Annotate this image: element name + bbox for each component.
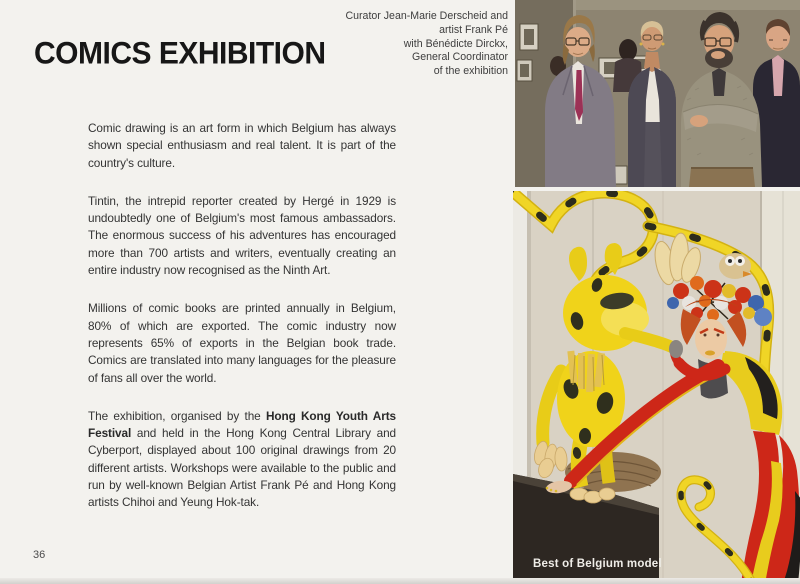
scan-bottom-edge <box>0 578 800 584</box>
marsupilami-model-photo <box>513 191 800 584</box>
exhibition-group-photo <box>515 0 800 187</box>
top-photo-caption-line: of the exhibition <box>433 65 508 78</box>
group-photo-illustration <box>515 0 800 187</box>
top-photo-caption-line: with Bénédicte Dirckx, <box>403 37 508 50</box>
top-photo-caption-line: General Coordinator <box>412 51 508 64</box>
model-photo-illustration <box>513 191 800 584</box>
paragraph-4-bold: Hong Kong Youth Arts Festival <box>88 408 396 441</box>
page-number: 36 <box>33 549 46 561</box>
page-title: COMICS EXHIBITION <box>34 36 326 71</box>
top-photo-caption-line: artist Frank Pé <box>439 23 508 36</box>
paragraph-4-post: and held in the Hong Kong Central Library and Cyberport, displayed about 100 original drawings from 20 different artists. Workshops were available to the public and run by well-known Belgian Artist Frank Pé and Hong Kong artists Chihoi and Yeung Hok-tak. <box>88 426 396 510</box>
top-photo-caption <box>330 10 508 79</box>
paragraph-4-pre: The exhibition, organised by the <box>88 408 266 423</box>
paragraph-1: Comic drawing is an art form in which Belgium has always shown special enthusiasm and real talent. It is part of the country's culture. <box>88 121 396 170</box>
top-photo-caption-line: Curator Jean-Marie Derscheid and <box>345 10 508 22</box>
paragraph-2: Tintin, the intrepid reporter created by Hergé in 1929 is undoubtedly one of Belgium's most famous ambassadors. The enormous success of his adventures has encouraged more than 700 artists and writers, eventually creating an entire industry now recognised as the Ninth Art. <box>88 193 396 278</box>
paragraph-3: Millions of comic books are printed annually in Belgium, 80% of which are exported. The comic industry now represents 65% of exports in the Belgian book trade. Comics are translated into many languages for the pleasure of fans all over the world. <box>88 301 396 385</box>
bottom-photo-caption: Best of Belgium model <box>533 558 662 570</box>
article-text <box>88 120 396 533</box>
paragraph-4 <box>88 408 396 512</box>
